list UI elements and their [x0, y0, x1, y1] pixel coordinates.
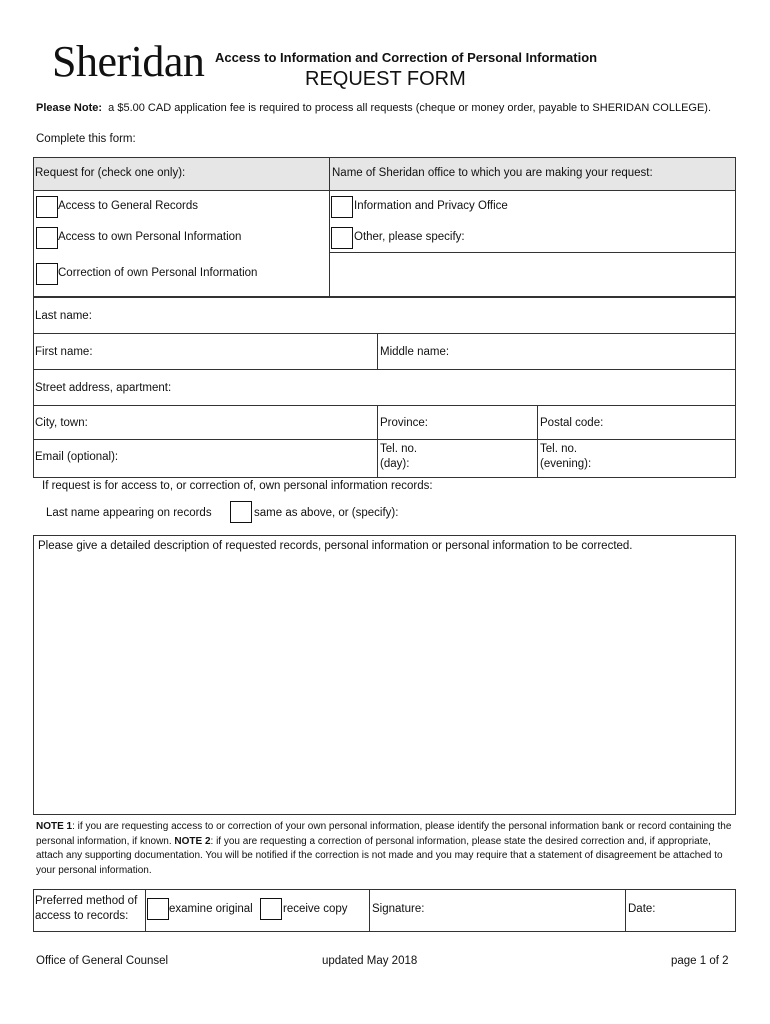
note1-label: NOTE 1	[36, 821, 73, 832]
divider	[33, 333, 736, 334]
divider	[537, 405, 538, 478]
city-field[interactable]: City, town:	[35, 417, 88, 429]
middle-name-field[interactable]: Middle name:	[380, 346, 450, 358]
records-last-name-label: Last name appearing on records	[46, 507, 212, 519]
signature-field[interactable]: Signature:	[372, 903, 425, 915]
access-own-info-checkbox[interactable]	[36, 227, 58, 249]
access-general-records-checkbox[interactable]	[36, 196, 58, 218]
last-name-field[interactable]: Last name:	[35, 310, 92, 322]
divider	[33, 405, 736, 406]
tel-day-label: Tel. no.	[380, 443, 418, 455]
divider	[33, 190, 736, 191]
tel-evening-label: Tel. no.	[540, 443, 578, 455]
email-field[interactable]: Email (optional):	[35, 451, 119, 463]
other-office-checkbox[interactable]	[331, 227, 353, 249]
receive-copy-checkbox[interactable]	[260, 898, 282, 920]
tel-day-sublabel: (day):	[380, 457, 410, 470]
tel-day-field[interactable]	[380, 442, 417, 472]
same-as-above-label: same as above, or (specify):	[254, 507, 399, 519]
examine-original-label: examine original	[169, 903, 253, 915]
privacy-office-checkbox[interactable]	[331, 196, 353, 218]
receive-copy-label: receive copy	[283, 903, 348, 915]
preferred-line-2: access to records:	[35, 909, 129, 922]
privacy-office-label: Information and Privacy Office	[354, 200, 508, 212]
records-question: If request is for access to, or correction of, own personal information records:	[42, 480, 433, 492]
date-field[interactable]: Date:	[628, 903, 656, 915]
footer-page: page 1 of 2	[671, 955, 729, 967]
divider	[377, 405, 378, 478]
notes-block	[36, 820, 736, 878]
access-general-records-label: Access to General Records	[58, 200, 198, 212]
note2-text: : if you are requesting a correction of personal information, please state the desired correction and, if appropriate, attach any supporting documentation. You will be notified if the correction is not made and you may require that a statement of disagreement be attached to your personal information.	[36, 835, 723, 876]
footer-office: Office of General Counsel	[36, 955, 169, 967]
note2-label: NOTE 2	[174, 835, 211, 847]
tel-evening-field[interactable]	[540, 442, 591, 472]
divider	[369, 889, 370, 932]
preferred-method-label	[35, 894, 137, 924]
preferred-line-1: Preferred method of	[35, 895, 138, 907]
fee-notice-label: Please Note:	[36, 102, 103, 114]
province-field[interactable]: Province:	[380, 417, 428, 429]
footer-updated: updated May 2018	[322, 955, 418, 967]
fee-notice	[36, 102, 711, 114]
complete-label: Complete this form:	[36, 133, 136, 145]
examine-original-checkbox[interactable]	[147, 898, 169, 920]
divider	[625, 889, 626, 932]
form-subtitle: REQUEST FORM	[305, 68, 466, 90]
first-name-field[interactable]: First name:	[35, 346, 93, 358]
street-address-field[interactable]: Street address, apartment:	[35, 382, 172, 394]
same-as-above-checkbox[interactable]	[230, 501, 252, 523]
divider	[329, 252, 736, 253]
other-office-label: Other, please specify:	[354, 231, 465, 243]
note1-text: : if you are requesting access to or correction of your own personal information, please identify the personal information bank or record containing the personal information, if known.	[36, 821, 732, 847]
office-header: Name of Sheridan office to which you are making your request:	[332, 167, 653, 179]
request-for-header: Request for (check one only):	[35, 167, 186, 179]
postal-code-field[interactable]: Postal code:	[540, 417, 604, 429]
access-own-info-label: Access to own Personal Information	[58, 231, 242, 243]
divider	[329, 157, 330, 297]
correction-own-info-checkbox[interactable]	[36, 263, 58, 285]
divider	[377, 333, 378, 369]
correction-own-info-label: Correction of own Personal Information	[58, 267, 258, 279]
description-textarea[interactable]	[33, 535, 736, 815]
description-label: Please give a detailed description of requested records, personal information or personal information to be corrected.	[38, 540, 633, 552]
form-title: Access to Information and Correction of Personal Information	[215, 50, 598, 65]
fee-notice-text: a $5.00 CAD application fee is required to process all requests (cheque or money order, payable to SHERIDAN COLLEGE).	[108, 102, 712, 114]
divider	[33, 369, 736, 370]
divider	[33, 439, 736, 440]
divider	[145, 889, 146, 932]
sheridan-logo: Sheridan	[52, 37, 205, 86]
tel-evening-sublabel: (evening):	[540, 457, 592, 470]
